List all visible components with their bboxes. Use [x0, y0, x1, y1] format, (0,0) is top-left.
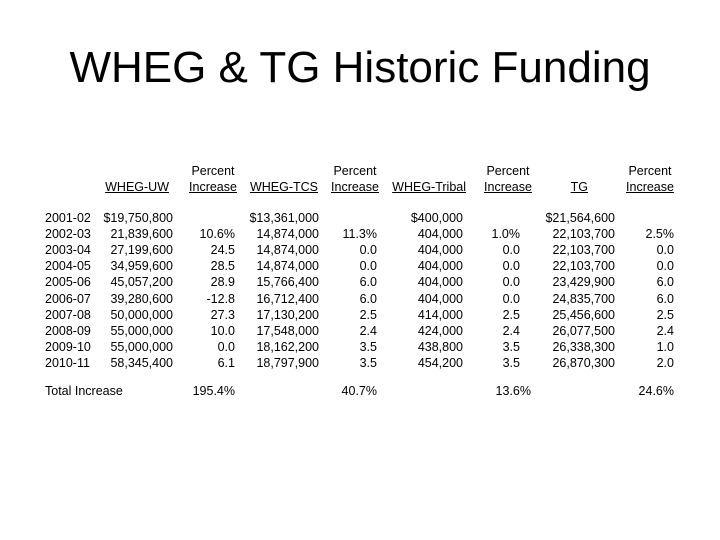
wheg-tribal-cell: 404,000: [417, 227, 463, 242]
percent-tg-cell: 2.5: [656, 307, 674, 322]
year-cell: 2001-02: [45, 211, 91, 225]
wheg-uw-cell: 27,199,600: [110, 243, 173, 258]
percent-uw-cell: 0.0: [217, 339, 235, 354]
header-percent-3-bottom: Increase: [484, 180, 532, 194]
wheg-uw-cell: 55,000,000: [110, 339, 173, 354]
wheg-tcs-cell: 18,162,200: [256, 339, 319, 354]
percent-tcs-cell: 2.4: [359, 323, 377, 338]
wheg-tcs-cell: $13,361,000: [249, 211, 319, 225]
year-cell: 2004-05: [45, 259, 91, 274]
percent-tg-cell: 2.4: [656, 323, 674, 338]
percent-tg-cell: 2.5%: [645, 227, 674, 242]
wheg-tribal-cell: 404,000: [417, 291, 463, 306]
percent-tcs-cell: 6.0: [359, 291, 377, 306]
wheg-tribal-cell: 424,000: [417, 323, 463, 338]
wheg-tribal-cell: 404,000: [417, 243, 463, 258]
percent-tcs-cell: 0.0: [359, 259, 377, 274]
year-cell: 2010-11: [45, 355, 90, 370]
wheg-uw-cell: 45,057,200: [110, 275, 173, 290]
wheg-tcs-cell: 14,874,000: [256, 227, 319, 242]
tg-cell: 22,103,700: [552, 227, 615, 242]
total-label: Total Increase: [45, 384, 123, 398]
header-percent-3-top: Percent: [486, 164, 530, 178]
wheg-uw-cell: $19,750,800: [103, 211, 173, 225]
wheg-tribal-cell: 404,000: [417, 259, 463, 274]
percent-uw-cell: 10.0: [210, 323, 235, 338]
wheg-uw-cell: 50,000,000: [110, 307, 173, 322]
percent-tg-cell: 2.0: [656, 355, 674, 370]
wheg-uw-cell: 55,000,000: [110, 323, 173, 338]
header-percent-2-top: Percent: [333, 164, 377, 178]
wheg-tribal-cell: 404,000: [417, 275, 463, 290]
wheg-uw-cell: 39,280,600: [110, 291, 173, 306]
percent-tcs-cell: 0.0: [359, 243, 377, 258]
percent-tribal-cell: 0.0: [502, 243, 520, 258]
percent-tg-cell: 6.0: [656, 291, 674, 306]
header-percent-4-bottom: Increase: [626, 180, 674, 194]
year-cell: 2003-04: [45, 243, 91, 258]
percent-tribal-cell: 2.4: [502, 323, 520, 338]
tg-cell: 26,870,300: [552, 355, 615, 370]
percent-tg-cell: 1.0: [656, 339, 674, 354]
total-percent-tribal: 13.6%: [495, 384, 531, 398]
header-percent-4-top: Percent: [628, 164, 672, 178]
wheg-tcs-cell: 14,874,000: [256, 243, 319, 258]
year-cell: 2005-06: [45, 275, 91, 290]
tg-cell: $21,564,600: [545, 211, 615, 225]
percent-tcs-cell: 3.5: [359, 355, 377, 370]
wheg-tcs-cell: 15,766,400: [256, 275, 319, 290]
percent-tribal-cell: 3.5: [502, 355, 520, 370]
header-percent-1-bottom: Increase: [189, 180, 237, 194]
percent-tg-cell: 0.0: [656, 243, 674, 258]
tg-cell: 24,835,700: [552, 291, 615, 306]
wheg-tcs-cell: 14,874,000: [256, 259, 319, 274]
tg-cell: 22,103,700: [552, 243, 615, 258]
percent-uw-cell: -12.8: [206, 291, 235, 306]
tg-cell: 22,103,700: [552, 259, 615, 274]
percent-tg-cell: 0.0: [656, 259, 674, 274]
tg-cell: 25,456,600: [552, 307, 615, 322]
percent-tcs-cell: 3.5: [359, 339, 377, 354]
percent-uw-cell: 6.1: [217, 355, 235, 370]
percent-tribal-cell: 1.0%: [491, 227, 520, 242]
percent-uw-cell: 24.5: [210, 243, 235, 258]
wheg-tcs-cell: 16,712,400: [256, 291, 319, 306]
header-wheg-tcs: WHEG-TCS: [249, 180, 318, 194]
wheg-tribal-cell: 438,800: [417, 339, 463, 354]
tg-cell: 26,077,500: [552, 323, 615, 338]
percent-uw-cell: 28.9: [210, 275, 235, 290]
year-cell: 2009-10: [45, 339, 91, 354]
percent-tribal-cell: 0.0: [502, 291, 520, 306]
total-percent-tg: 24.6%: [638, 384, 674, 398]
slide-title: WHEG & TG Historic Funding: [69, 43, 651, 92]
percent-tribal-cell: 2.5: [502, 307, 520, 322]
percent-tcs-cell: 11.3%: [342, 227, 377, 242]
year-cell: 2006-07: [45, 291, 91, 306]
wheg-tribal-cell: 414,000: [417, 307, 463, 322]
total-percent-uw: 195.4%: [192, 384, 235, 398]
wheg-tribal-cell: 454,200: [417, 355, 463, 370]
header-wheg-tribal: WHEG-Tribal: [392, 180, 466, 194]
wheg-uw-cell: 58,345,400: [110, 355, 173, 370]
wheg-tcs-cell: 17,548,000: [256, 323, 319, 338]
header-percent-2-bottom: Increase: [331, 180, 379, 194]
wheg-tcs-cell: 17,130,200: [256, 307, 319, 322]
total-percent-tcs: 40.7%: [341, 384, 377, 398]
percent-tcs-cell: 2.5: [359, 307, 377, 322]
percent-uw-cell: 27.3: [210, 307, 235, 322]
percent-uw-cell: 28.5: [210, 259, 235, 274]
header-wheg-uw: WHEG-UW: [105, 180, 169, 194]
percent-tribal-cell: 3.5: [502, 339, 520, 354]
year-cell: 2007-08: [45, 307, 91, 322]
percent-tribal-cell: 0.0: [502, 275, 520, 290]
percent-uw-cell: 10.6%: [199, 227, 235, 242]
percent-tribal-cell: 0.0: [502, 259, 520, 274]
tg-cell: 26,338,300: [552, 339, 615, 354]
percent-tg-cell: 6.0: [656, 275, 674, 290]
percent-tcs-cell: 6.0: [359, 275, 377, 290]
header-tg: TG: [570, 180, 588, 194]
tg-cell: 23,429,900: [552, 275, 615, 290]
header-percent-1-top: Percent: [191, 164, 235, 178]
year-cell: 2002-03: [45, 227, 91, 242]
wheg-tribal-cell: $400,000: [410, 211, 463, 225]
wheg-tcs-cell: 18,797,900: [256, 355, 319, 370]
wheg-uw-cell: 21,839,600: [110, 227, 173, 242]
year-cell: 2008-09: [45, 323, 91, 338]
wheg-uw-cell: 34,959,600: [110, 259, 173, 274]
